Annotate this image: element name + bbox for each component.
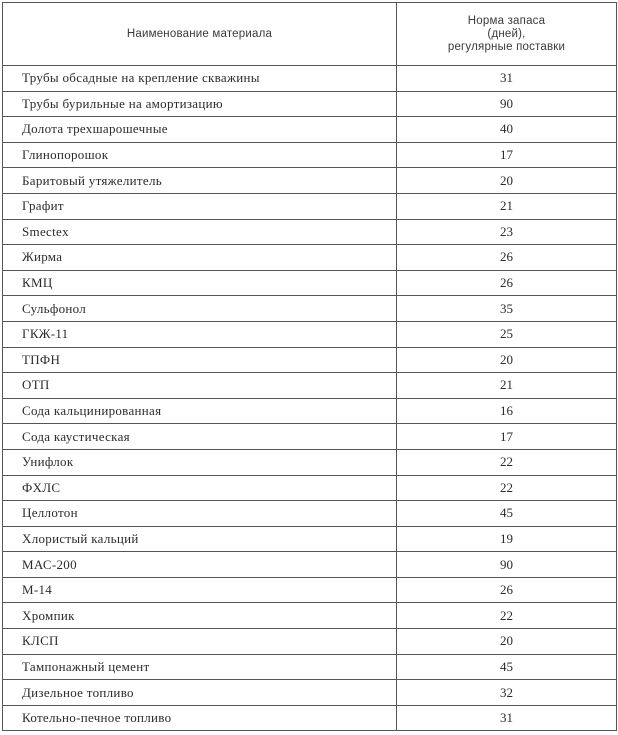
table-row (3, 168, 617, 194)
material-name-cell: Хромпик (3, 603, 397, 629)
material-name-cell: МАС-200 (3, 552, 397, 578)
header-norm-line2: (дней), (487, 27, 526, 40)
norm-days-cell: 22 (397, 475, 617, 501)
table-body (3, 66, 617, 731)
norm-days-cell: 22 (397, 449, 617, 475)
table-row (3, 475, 617, 501)
table-row (3, 424, 617, 450)
table-row (3, 321, 617, 347)
material-name-cell: Дизельное топливо (3, 680, 397, 706)
table-row (3, 270, 617, 296)
material-name-cell: ТПФН (3, 347, 397, 373)
table-row (3, 577, 617, 603)
table-row (3, 142, 617, 168)
material-name-cell: Сода кальцинированная (3, 398, 397, 424)
material-name-cell: Хлористый кальций (3, 526, 397, 552)
material-name-cell: Тампонажный цемент (3, 654, 397, 680)
table-row (3, 219, 617, 245)
table-row (3, 449, 617, 475)
material-name-cell: ОТП (3, 373, 397, 399)
norm-days-cell: 22 (397, 603, 617, 629)
norm-days-cell: 40 (397, 117, 617, 143)
material-name-cell: Графит (3, 193, 397, 219)
material-name-cell: М-14 (3, 577, 397, 603)
material-name-cell: Баритовый утяжелитель (3, 168, 397, 194)
norm-days-cell: 20 (397, 168, 617, 194)
norm-days-cell: 21 (397, 373, 617, 399)
norm-days-cell: 35 (397, 296, 617, 322)
table-row (3, 66, 617, 92)
table-row (3, 501, 617, 527)
table-row (3, 398, 617, 424)
norm-days-cell: 26 (397, 577, 617, 603)
material-name-cell: Сода каустическая (3, 424, 397, 450)
table-row (3, 296, 617, 322)
material-name-cell: Глинопорошок (3, 142, 397, 168)
material-name-cell: ФХЛС (3, 475, 397, 501)
material-name-cell: Жирма (3, 245, 397, 271)
norm-days-cell: 20 (397, 629, 617, 655)
norm-days-cell: 45 (397, 501, 617, 527)
table-row (3, 680, 617, 706)
table-row (3, 193, 617, 219)
material-name-cell: Целлотон (3, 501, 397, 527)
material-name-cell: Долота трехшарошечные (3, 117, 397, 143)
norm-days-cell: 17 (397, 424, 617, 450)
table-row (3, 552, 617, 578)
header-norm-line3: регулярные поставки (447, 40, 566, 53)
table-row (3, 603, 617, 629)
norm-days-cell: 21 (397, 193, 617, 219)
material-name-cell: Трубы обсадные на крепление скважины (3, 66, 397, 92)
materials-table (2, 2, 617, 731)
table-header (3, 3, 617, 66)
table-row (3, 245, 617, 271)
table-row (3, 705, 617, 731)
table-row (3, 117, 617, 143)
norm-days-cell: 31 (397, 66, 617, 92)
material-name-cell: Унифлок (3, 449, 397, 475)
norm-days-cell: 23 (397, 219, 617, 245)
norm-days-cell: 90 (397, 552, 617, 578)
table-row (3, 91, 617, 117)
header-row (3, 3, 617, 66)
table-row (3, 347, 617, 373)
norm-days-cell: 26 (397, 245, 617, 271)
norm-days-cell: 32 (397, 680, 617, 706)
norm-days-cell: 31 (397, 705, 617, 731)
norm-days-cell: 20 (397, 347, 617, 373)
material-name-cell: Smectex (3, 219, 397, 245)
material-name-cell: КМЦ (3, 270, 397, 296)
header-norm-line1: Норма запаса (467, 14, 546, 27)
material-name-cell: Котельно-печное топливо (3, 705, 397, 731)
header-material: Наименование материала (3, 3, 397, 66)
table-row (3, 654, 617, 680)
table-row (3, 373, 617, 399)
norm-days-cell: 45 (397, 654, 617, 680)
norm-days-cell: 17 (397, 142, 617, 168)
norm-days-cell: 90 (397, 91, 617, 117)
norm-days-cell: 25 (397, 321, 617, 347)
norm-days-cell: 16 (397, 398, 617, 424)
norm-days-cell: 26 (397, 270, 617, 296)
material-name-cell: КЛСП (3, 629, 397, 655)
material-name-cell: Трубы бурильные на амортизацию (3, 91, 397, 117)
material-name-cell: Сульфонол (3, 296, 397, 322)
table-row (3, 629, 617, 655)
material-name-cell: ГКЖ-11 (3, 321, 397, 347)
norm-days-cell: 19 (397, 526, 617, 552)
header-norm (397, 3, 617, 66)
table-row (3, 526, 617, 552)
